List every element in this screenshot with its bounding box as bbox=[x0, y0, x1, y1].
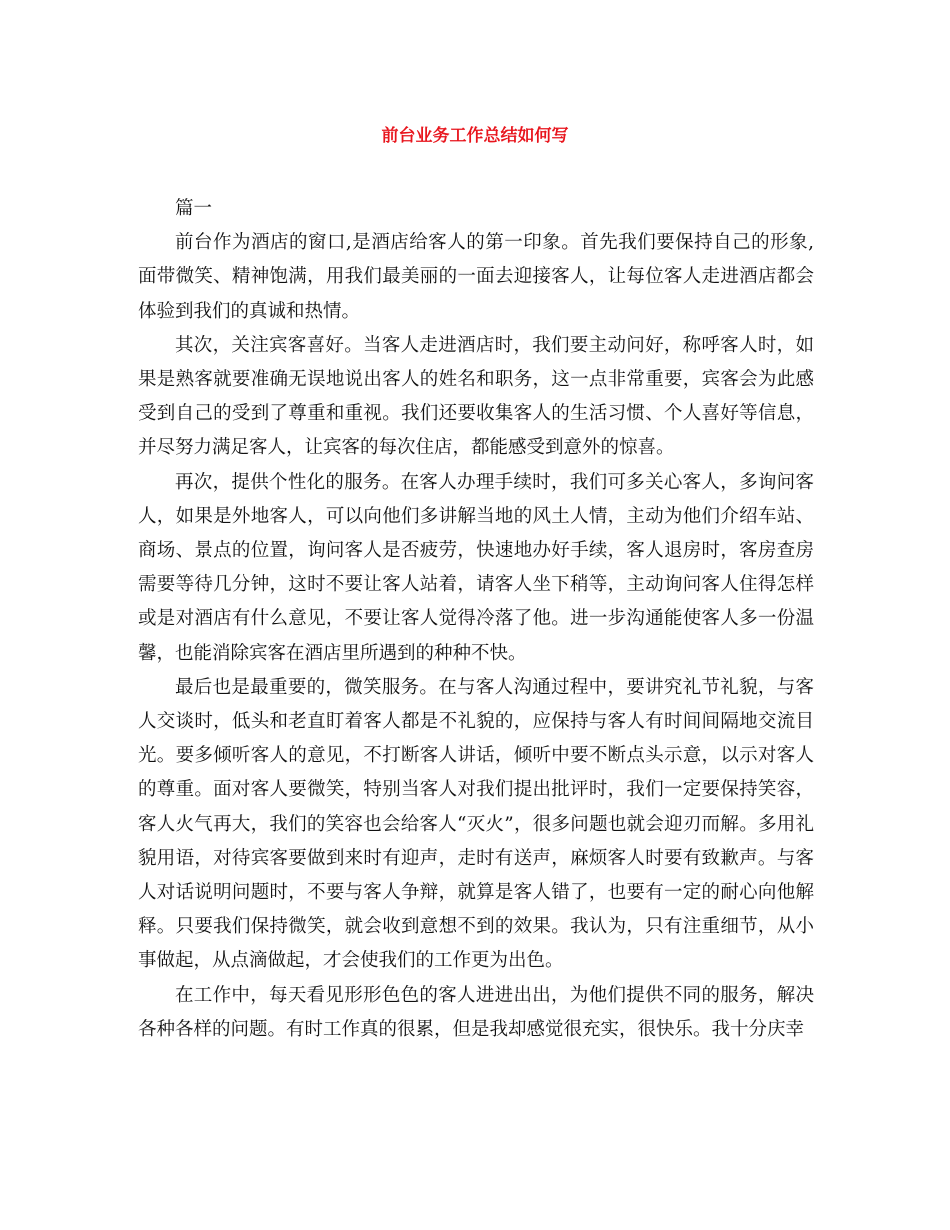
section-label: 篇一 bbox=[175, 198, 213, 219]
paragraph-4: 最后也是最重要的，微笑服务。在与客人沟通过程中，要讲究礼节礼貌，与客人交谈时，低头和老直盯着客人都是不礼貌的，应保持与客人有时间间隔地交流目光。要多倾听客人的意见，不打断客人讲话，倾听中要不断点头示意，以示对客人的尊重。面对客人要微笑，特别当客人对我们提出批评时，我们一定要保持笑容，客人火气再大，我们的笑容也会给客人“灭火”，很多问题也就会迎刃而解。多用礼貌用语，对待宾客要做到来时有迎声，走时有送声，麻烦客人时要有致歉声。与客人对话说明问题时，不要与客人争辩，就算是客人错了，也要有一定的耐心向他解释。只要我们保持微笑，就会收到意想不到的效果。我认为，只有注重细节，从小事做起，从点滴做起，才会使我们的工作更为出色。 bbox=[138, 676, 814, 972]
paragraph-1: 前台作为酒店的窗口,是酒店给客人的第一印象。首先我们要保持自己的形象,面带微笑、精神饱满，用我们最美丽的一面去迎接客人，让每位客人走进酒店都会体验到我们的真诚和热情。 bbox=[138, 232, 814, 322]
paragraph-2: 其次，关注宾客喜好。当客人走进酒店时，我们要主动问好，称呼客人时，如果是熟客就要准确无误地说出客人的姓名和职务，这一点非常重要，宾客会为此感受到自己的受到了尊重和重视。我们还要收集客人的生活习惯、个人喜好等信息，并尽努力满足客人，让宾客的每次住店，都能感受到意外的惊喜。 bbox=[138, 334, 814, 459]
paragraph-3: 再次，提供个性化的服务。在客人办理手续时，我们可多关心客人，多询问客人，如果是外地客人，可以向他们多讲解当地的风土人情，主动为他们介绍车站、商场、景点的位置，询问客人是否疲劳，快速地办好手续，客人退房时，客房查房需要等待几分钟，这时不要让客人站着，请客人坐下稍等，主动询问客人住得怎样或是对酒店有什么意见，不要让客人觉得冷落了他。进一步沟通能使客人多一份温馨，也能消除宾客在酒店里所遇到的种种不快。 bbox=[138, 471, 814, 664]
document-body bbox=[138, 192, 814, 1047]
paragraph-5: 在工作中，每天看见形形色色的客人进进出出，为他们提供不同的服务，解决各种各样的问题。有时工作真的很累，但是我却感觉很充实，很快乐。我十分庆幸 bbox=[138, 984, 814, 1040]
document-title: 前台业务工作总结如何写 bbox=[381, 126, 569, 146]
